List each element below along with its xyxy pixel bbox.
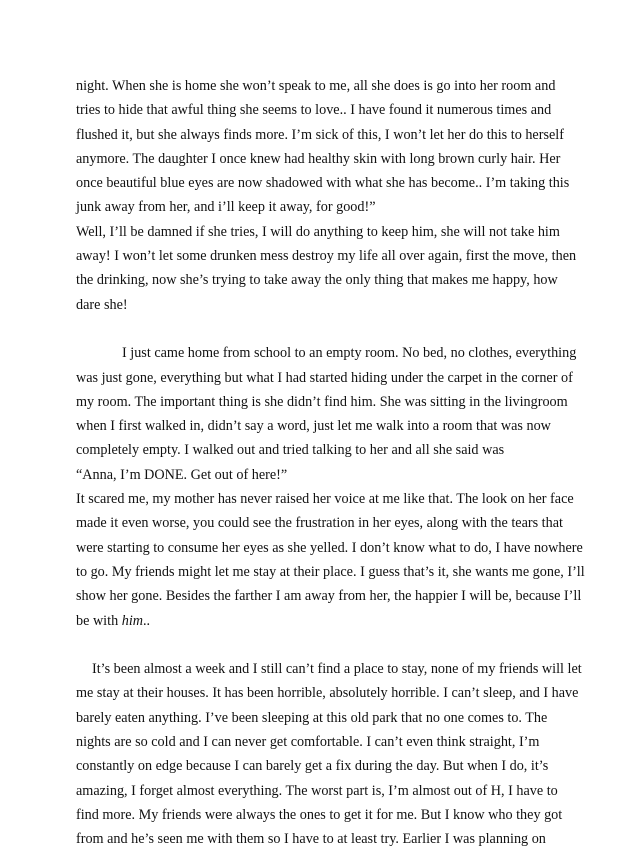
text-fragment: be with bbox=[76, 612, 122, 629]
paragraph-response bbox=[76, 220, 577, 317]
text-line: me stay at their houses. It has been horrible, absolutely horrible. I can’t sleep, and I have bbox=[76, 685, 579, 702]
text-line: completely empty. I walked out and tried talking to her and all she said was bbox=[76, 442, 505, 459]
text-line: junk away from her, and i’ll keep it away, for good!” bbox=[76, 199, 376, 216]
text-line: made it even worse, you could see the frustration in her eyes, along with the tears that bbox=[76, 515, 563, 532]
text-line: Well, I’ll be damned if she tries, I will do anything to keep him, she will not take him bbox=[76, 223, 560, 240]
text-line: dare she! bbox=[76, 296, 128, 313]
text-line: night. When she is home she won’t speak to me, all she does is go into her room and bbox=[76, 78, 556, 94]
text-line: I just came home from school to an empty room. No bed, no clothes, everything bbox=[122, 345, 577, 362]
text-line: anymore. The daughter I once knew had healthy skin with long brown curly hair. Her bbox=[76, 150, 561, 167]
text-line: constantly on edge because I can barely get a fix during the day. But when I do, it’s bbox=[76, 758, 549, 775]
paragraph-spacer bbox=[76, 633, 572, 657]
text-fragment: .. bbox=[143, 612, 151, 629]
text-line: “Anna, I’m DONE. Get out of here!” bbox=[76, 466, 288, 483]
paragraph-scared bbox=[76, 487, 585, 633]
emphasized-word: him bbox=[121, 612, 143, 629]
text-line: It scared me, my mother has never raised her voice at me like that. The look on her face bbox=[76, 491, 574, 508]
text-line: barely eaten anything. I’ve been sleeping at this old park that no one comes to. The bbox=[76, 709, 548, 726]
text-line: tries to hide that awful thing she seems to love.. I have found it numerous times and bbox=[76, 102, 552, 119]
text-line: amazing, I forget almost everything. The worst part is, I’m almost out of H, I have to bbox=[76, 782, 558, 799]
text-line: once beautiful blue eyes are now shadowed with what she has become.. I’m taking this bbox=[76, 175, 570, 192]
text-line: the drinking, now she’s trying to take away the only thing that makes me happy, how bbox=[76, 272, 558, 289]
text-line bbox=[76, 609, 572, 633]
text-line: from and he’s seen me with them so I have to at least try. Earlier I was planning on bbox=[76, 831, 546, 848]
text-line: away! I won’t let some drunken mess destroy my life all over again, first the move, then bbox=[76, 248, 577, 265]
text-line: It’s been almost a week and I still can’t find a place to stay, none of my friends will let bbox=[92, 661, 582, 678]
paragraph-spacer bbox=[76, 317, 572, 341]
paragraph-mother-quote-end bbox=[76, 74, 572, 220]
paragraph-empty-room bbox=[76, 341, 577, 487]
text-line: flushed it, but she always finds more. I’m sick of this, I won’t let her do this to herself bbox=[76, 126, 564, 143]
text-line: to go. My friends might let me stay at their place. I guess that’s it, she wants me gone, I’ll bbox=[76, 563, 585, 580]
paragraph-week-later bbox=[76, 657, 582, 851]
text-line: was just gone, everything but what I had started hiding under the carpet in the corner of bbox=[76, 369, 573, 386]
text-line: when I first walked in, didn’t say a word, just let me walk into a room that was now bbox=[76, 418, 551, 435]
text-line: find more. My friends were always the ones to get it for me. But I know who they got bbox=[76, 806, 563, 823]
text-line: were starting to consume her eyes as she yelled. I don’t know what to do, I have nowhere bbox=[76, 539, 583, 556]
text-line: show her gone. Besides the farther I am away from her, the happier I will be, because I’ll bbox=[76, 588, 582, 605]
text-line: nights are so cold and I can never get comfortable. I can’t even think straight, I’m bbox=[76, 734, 540, 751]
text-line: my room. The important thing is she didn’t find him. She was sitting in the livingroom bbox=[76, 393, 568, 410]
